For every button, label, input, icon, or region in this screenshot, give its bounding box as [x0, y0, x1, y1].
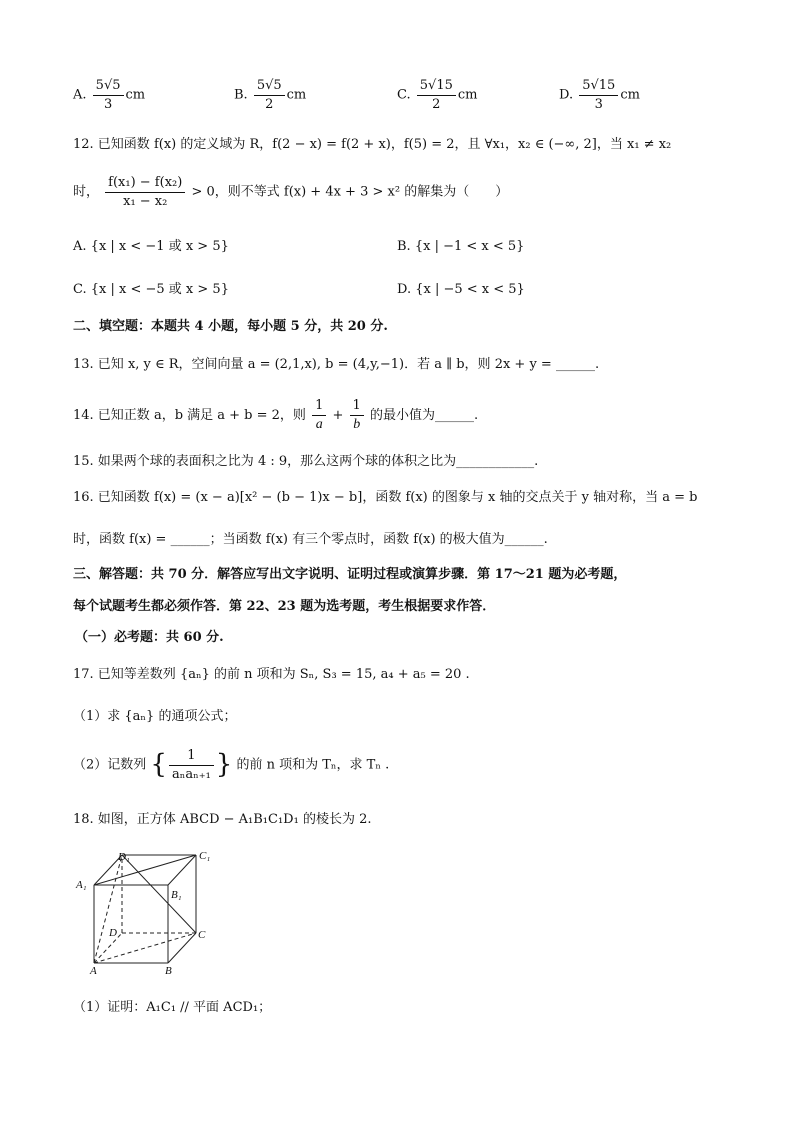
diag-ad1 [94, 855, 122, 963]
q11-option-a: A. $\frac{5√5}{3}$ cm [73, 78, 146, 112]
q17-part1: （1）求 {aₙ} 的通项公式； [73, 709, 237, 724]
q13-text: 13. 已知 x, y ∈ R，空间向量 a = (2,1,x), b = (4,y,−1)．若 a ∥ b，则 2x + y = ______. [73, 357, 600, 372]
cube-figure [72, 850, 222, 978]
label-b: B [165, 965, 172, 977]
section3-heading-line1: 三、解答题：共 70 分．解答应写出文字说明、证明过程或演算步骤．第 17～21 题为必考题， [73, 567, 627, 582]
required-subheading: （一）必考题：共 60 分. [75, 630, 224, 645]
q18-part1: （1）证明：A₁C₁ // 平面 ACD₁； [73, 1000, 272, 1015]
label-d: D [109, 927, 117, 939]
section2-heading: 二、填空题：本题共 4 小题，每小题 5 分，共 20 分. [73, 319, 388, 334]
diag-a1c1 [94, 855, 196, 885]
q18-text: 18. 如图，正方体 ABCD − A₁B₁C₁D₁ 的棱长为 2. [73, 812, 372, 827]
q12-option-c: C. {x | x < −5 或 x > 5} [73, 282, 229, 297]
q12-stem-line2: 时， $\frac{\text{f(x₁) − f(x₂)}}{\text{x₁ − x₂}}$ > 0，则不等式 f(x) + 4x + 3 > x² 的解集为（ ） [73, 175, 509, 209]
label-c1: C₁ [199, 850, 211, 862]
q11-option-d: D. $\frac{5√15}{3}$ cm [559, 78, 640, 112]
section3-heading-line2: 每个试题考生都必须作答．第 22、23 题为选考题，考生根据要求作答． [73, 599, 496, 614]
q11-option-b: B. $\frac{5√5}{2}$ cm [234, 78, 307, 112]
q14-text: 14. 已知正数 a，b 满足 a + b = 2，则 $\frac{1}{a}$ + $\frac{1}{b}$ 的最小值为______. [73, 398, 479, 432]
label-a: A [90, 965, 97, 977]
label-a1: A₁ [76, 879, 87, 891]
q12-option-d: D. {x | −5 < x < 5} [397, 282, 525, 297]
q16-line1: 16. 已知函数 f(x) = (x − a)[x² − (b − 1)x − b]，函数 f(x) 的图象与 x 轴的交点关于 y 轴对称，当 a = b [73, 490, 698, 505]
q12-option-a: A. {x | x < −1 或 x > 5} [73, 239, 229, 254]
q11-option-c: C. $\frac{5√15}{2}$ cm [397, 78, 478, 112]
q17-text: 17. 已知等差数列 {aₙ} 的前 n 项和为 Sₙ, S₃ = 15, a₄ + a₅ = 20 . [73, 667, 470, 682]
q16-line2: 时，函数 f(x) = ______；当函数 f(x) 有三个零点时，函数 f(x) 的极大值为______. [73, 532, 548, 547]
label-d1: D₁ [118, 851, 130, 863]
label-b1: B₁ [171, 889, 182, 901]
label-c: C [198, 929, 206, 941]
q12-stem-line1: 12. 已知函数 f(x) 的定义域为 R，f(2 − x) = f(2 + x)，f(5) = 2，且 ∀x₁，x₂ ∈ (−∞, 2]，当 x₁ ≠ x₂ [73, 137, 672, 152]
q12-option-b: B. {x | −1 < x < 5} [397, 239, 525, 254]
q17-part2: （2）记数列 { $\frac{1}{\text{aₙaₙ₊₁}}$ } 的前 n 项和为 Tₙ，求 Tₙ . [73, 748, 390, 782]
q15-text: 15. 如果两个球的表面积之比为 4 : 9，那么这两个球的体积之比为____________. [73, 454, 539, 469]
